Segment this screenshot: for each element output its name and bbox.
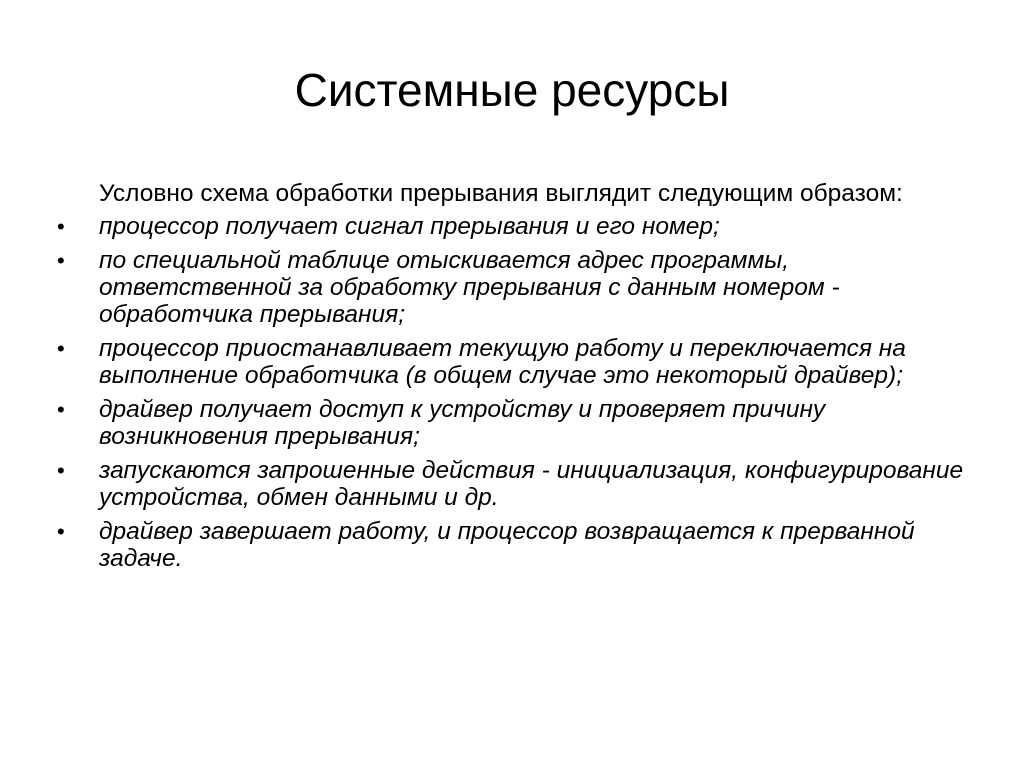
bullet-text: процессор получает сигнал прерывания и его номер; xyxy=(99,213,720,240)
bullet-icon: • xyxy=(57,397,65,422)
bullet-icon: • xyxy=(57,519,65,544)
bullet-text: драйвер получает доступ к устройству и проверяет причину возникновения прерывания; xyxy=(99,396,826,450)
bullet-icon: • xyxy=(57,214,65,239)
bullet-item xyxy=(55,396,985,450)
intro-text: Условно схема обработки прерывания выглядит следующим образом: xyxy=(99,180,903,207)
bullet-icon: • xyxy=(57,336,65,361)
bullet-text: драйвер завершает работу, и процессор возвращается к прерванной задаче. xyxy=(99,518,915,572)
bullet-item xyxy=(55,247,985,328)
slide-title: Системные ресурсы xyxy=(294,64,730,116)
bullet-text: по специальной таблице отыскивается адрес программы, ответственной за обработку прерывания с данным номером - обработчика прерывания; xyxy=(99,247,840,328)
bullet-item xyxy=(55,335,985,389)
bullet-item xyxy=(55,518,985,572)
bullet-icon: • xyxy=(57,248,65,273)
slide-content xyxy=(55,180,985,579)
bullet-icon: • xyxy=(57,458,65,483)
bullet-text: запускаются запрошенные действия - инициализация, конфигурирование устройства, обмен данными и др. xyxy=(99,457,964,511)
bullet-text: процессор приостанавливает текущую работу и переключается на выполнение обработчика (в общем случае это некоторый драйвер); xyxy=(99,335,906,389)
bullet-list xyxy=(55,213,985,572)
bullet-item xyxy=(55,213,985,240)
bullet-item xyxy=(55,457,985,511)
